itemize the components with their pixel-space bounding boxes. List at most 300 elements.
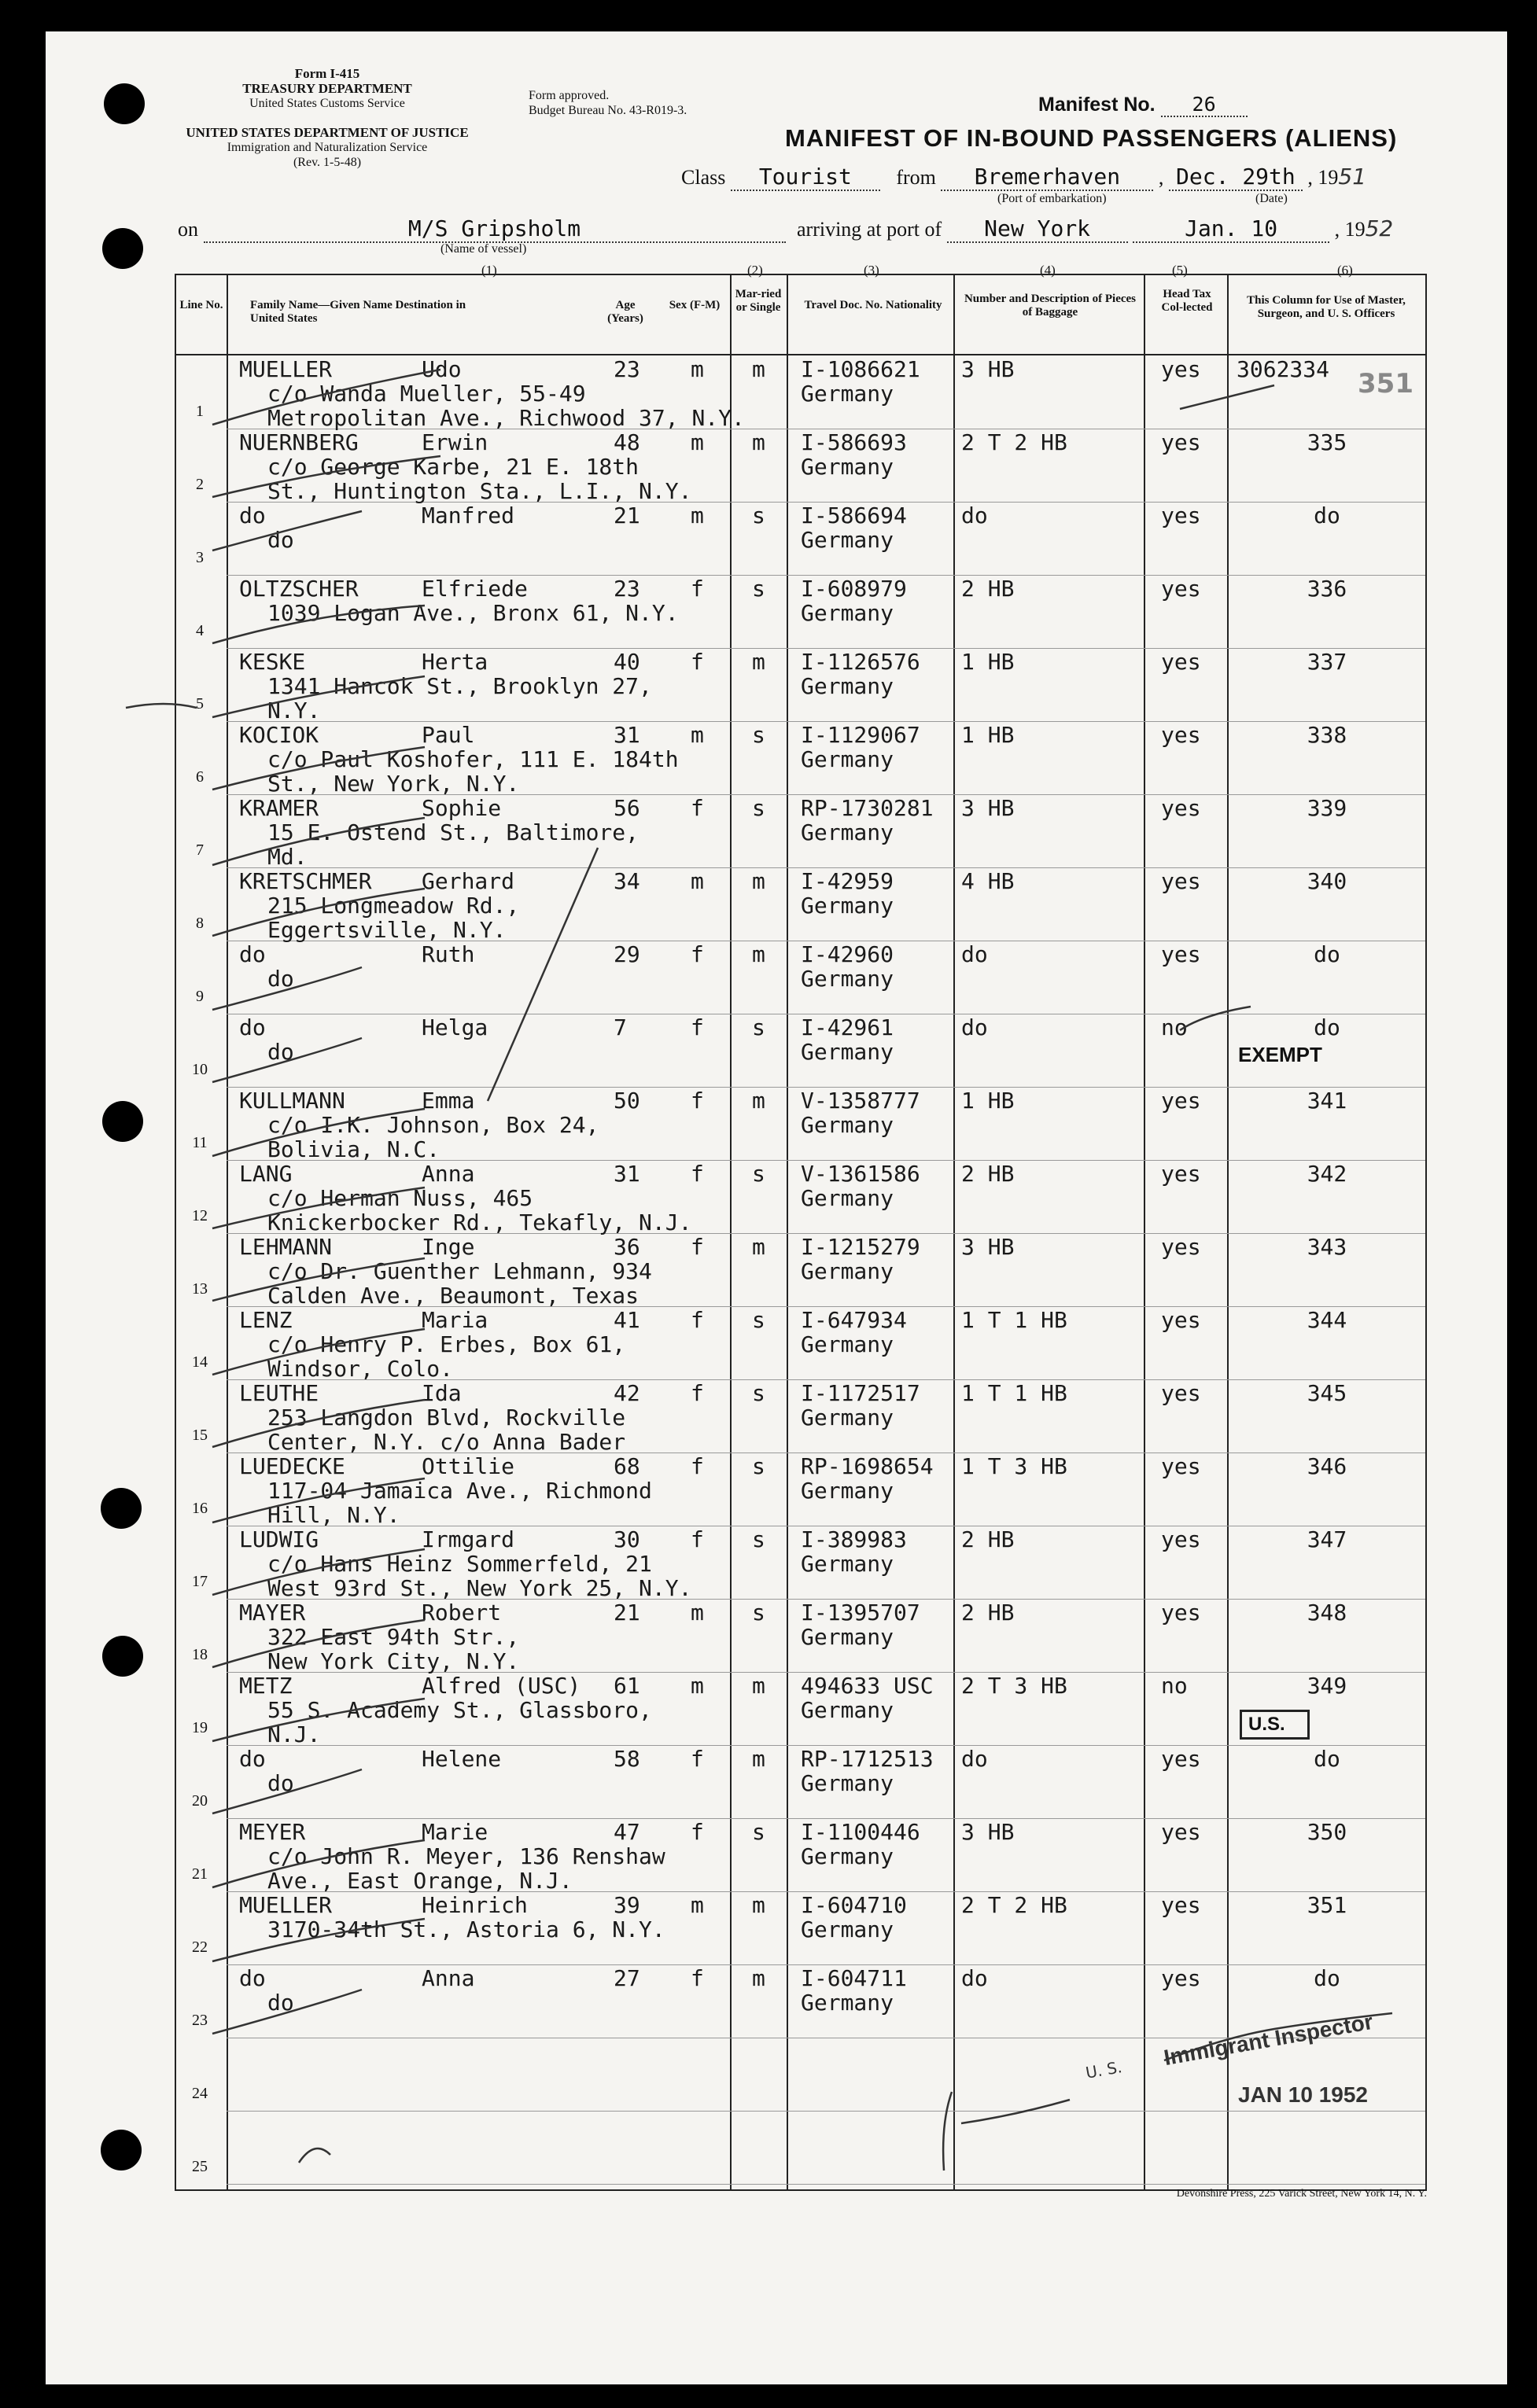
check-mark <box>212 606 425 643</box>
header-line-no: Line No. <box>179 299 223 311</box>
head-tax: yes <box>1161 1234 1201 1260</box>
passenger-family-name: NUERNBERG <box>239 429 359 455</box>
officer-entry: do <box>1314 941 1340 967</box>
line-number: 10 <box>192 1061 208 1078</box>
passenger-destination: do <box>267 1039 294 1065</box>
passenger-given-name: Ruth <box>422 941 475 967</box>
nationality: Germany <box>801 1112 894 1138</box>
passenger-marital-status: m <box>752 1746 765 1772</box>
head-tax: yes <box>1161 1600 1201 1626</box>
passenger-marital-status: m <box>752 1965 765 1991</box>
passenger-age: 31 <box>614 1161 640 1187</box>
baggage: 2 T 2 HB <box>961 1892 1067 1918</box>
passenger-destination: 15 E. Ostend St., Baltimore, <box>267 819 639 845</box>
passenger-destination: 55 S. Academy St., Glassboro, <box>267 1697 652 1723</box>
passenger-marital-status: m <box>752 1234 765 1260</box>
passenger-family-name: OLTZSCHER <box>239 576 359 602</box>
line-number: 6 <box>196 768 204 786</box>
officer-entry: do <box>1314 503 1340 528</box>
header-head-tax: Head Tax Col-lected <box>1161 288 1213 314</box>
passenger-marital-status: s <box>752 1819 765 1845</box>
head-tax: yes <box>1161 356 1201 382</box>
passenger-family-name: do <box>239 1746 266 1772</box>
nationality: Germany <box>801 1405 894 1430</box>
passenger-age: 29 <box>614 941 640 967</box>
passenger-sex: f <box>691 1234 704 1260</box>
passenger-sex: m <box>691 1600 704 1626</box>
check-mark <box>212 511 362 553</box>
passenger-destination: c/o Wanda Mueller, 55-49 <box>267 381 586 407</box>
passenger-age: 48 <box>614 429 640 455</box>
printer-imprint: Devonshire Press, 225 Varick Street, New York 14, N. Y. <box>1176 2188 1427 2200</box>
passenger-given-name: Erwin <box>422 429 488 455</box>
faint-number: 351 <box>1358 368 1414 399</box>
passenger-destination: St., New York, N.Y. <box>267 771 520 797</box>
passenger-destination: 117-04 Jamaica Ave., Richmond <box>267 1478 652 1504</box>
passenger-sex: f <box>691 1453 704 1479</box>
passenger-family-name: MUELLER <box>239 1892 333 1918</box>
line-number: 5 <box>196 695 204 712</box>
check-mark <box>212 889 425 936</box>
nationality: Germany <box>801 1331 894 1357</box>
baggage: do <box>961 1746 988 1772</box>
passenger-destination: St., Huntington Sta., L.I., N.Y. <box>267 478 692 504</box>
baggage: do <box>961 1965 988 1991</box>
officer-entry: 347 <box>1307 1526 1347 1552</box>
passenger-given-name: Robert <box>422 1600 502 1626</box>
passenger-given-name: Inge <box>422 1234 475 1260</box>
travel-doc-number: I-1215279 <box>801 1234 920 1260</box>
passenger-destination: Ave., East Orange, N.J. <box>267 1868 573 1894</box>
passenger-family-name: KOCIOK <box>239 722 319 748</box>
passenger-sex: m <box>691 356 704 382</box>
passenger-given-name: Irmgard <box>422 1526 515 1552</box>
line-number: 13 <box>192 1280 208 1298</box>
travel-doc-number: RP-1712513 <box>801 1746 934 1772</box>
passenger-destination: West 93rd St., New York 25, N.Y. <box>267 1575 692 1601</box>
passenger-destination: do <box>267 1770 294 1796</box>
passenger-family-name: MUELLER <box>239 356 333 382</box>
passenger-marital-status: s <box>752 576 765 602</box>
officer-entry: 345 <box>1307 1380 1347 1406</box>
check-mark <box>212 370 440 425</box>
embark-port: Bremerhaven <box>941 164 1153 191</box>
passenger-sex: f <box>691 1746 704 1772</box>
passenger-given-name: Heinrich <box>422 1892 528 1918</box>
passenger-marital-status: s <box>752 1161 765 1187</box>
passenger-age: 30 <box>614 1526 640 1552</box>
passenger-marital-status: m <box>752 1673 765 1699</box>
passenger-marital-status: s <box>752 795 765 821</box>
vessel-line: on M/S Gripsholm arriving at port of New York Jan. 10 , 1952 <box>178 215 1394 241</box>
line-number: 19 <box>192 1719 208 1736</box>
nationality: Germany <box>801 673 894 699</box>
head-tax: yes <box>1161 1161 1201 1187</box>
line-number: 20 <box>192 1792 208 1810</box>
customs-service: United States Customs Service <box>249 97 405 110</box>
line-number: 15 <box>192 1427 208 1444</box>
passenger-marital-status: s <box>752 1453 765 1479</box>
baggage: 2 HB <box>961 576 1015 602</box>
travel-doc-number: I-1129067 <box>801 722 920 748</box>
passenger-family-name: KRAMER <box>239 795 319 821</box>
passenger-given-name: Ottilie <box>422 1453 515 1479</box>
nationality: Germany <box>801 966 894 992</box>
nationality: Germany <box>801 1770 894 1796</box>
travel-doc-number: I-1395707 <box>801 1600 920 1626</box>
check-mark <box>212 747 425 790</box>
passenger-age: 23 <box>614 356 640 382</box>
col-num-1: (1) <box>481 263 497 278</box>
check-mark <box>212 1109 425 1156</box>
pen-stroke <box>1180 1007 1251 1030</box>
on-label: on <box>178 218 198 241</box>
head-tax: yes <box>1161 1307 1201 1333</box>
pen-stroke <box>961 2100 1070 2123</box>
passenger-family-name: LANG <box>239 1161 293 1187</box>
line-number: 8 <box>196 915 204 932</box>
passenger-given-name: Elfriede <box>422 576 528 602</box>
passenger-given-name: Maria <box>422 1307 488 1333</box>
passenger-age: 56 <box>614 795 640 821</box>
head-tax: yes <box>1161 1965 1201 1991</box>
passenger-given-name: Sophie <box>422 795 502 821</box>
passenger-given-name: Herta <box>422 649 488 675</box>
check-mark <box>212 1769 362 1813</box>
passenger-destination: c/o Dr. Guenther Lehmann, 934 <box>267 1258 652 1284</box>
passenger-destination: N.Y. <box>267 698 321 724</box>
passenger-age: 21 <box>614 503 640 528</box>
port-caption: (Port of embarkation) <box>997 192 1107 205</box>
approved-text: Form approved. <box>529 89 610 102</box>
passenger-sex: f <box>691 795 704 821</box>
passenger-destination: Md. <box>267 844 308 870</box>
passenger-destination: Eggertsville, N.Y. <box>267 917 507 943</box>
officer-entry: 336 <box>1307 576 1347 602</box>
line-number: 1 <box>196 403 204 420</box>
class-line: Class Tourist from Bremerhaven , Dec. 29th , 1951 <box>681 164 1367 190</box>
passenger-given-name: Marie <box>422 1819 488 1845</box>
passenger-destination: do <box>267 527 294 553</box>
line-number: 21 <box>192 1865 208 1883</box>
travel-doc-number: 494633 USC <box>801 1673 934 1699</box>
travel-doc-number: I-608979 <box>801 576 907 602</box>
passenger-sex: f <box>691 1014 704 1040</box>
baggage: 1 HB <box>961 1088 1015 1114</box>
pen-stroke <box>126 704 197 708</box>
passenger-destination: c/o George Karbe, 21 E. 18th <box>267 454 639 480</box>
head-tax: yes <box>1161 941 1201 967</box>
passenger-marital-status: m <box>752 356 765 382</box>
check-mark <box>212 1620 425 1667</box>
travel-doc-number: I-604710 <box>801 1892 907 1918</box>
passenger-destination: c/o John R. Meyer, 136 Renshaw <box>267 1843 665 1869</box>
travel-doc-number: I-1172517 <box>801 1380 920 1406</box>
passenger-marital-status: m <box>752 649 765 675</box>
passenger-age: 34 <box>614 868 640 894</box>
check-mark <box>212 1038 362 1082</box>
passenger-family-name: LEUTHE <box>239 1380 319 1406</box>
baggage: do <box>961 503 988 528</box>
baggage: 1 T 3 HB <box>961 1453 1067 1479</box>
check-mark <box>212 1699 425 1741</box>
passenger-age: 58 <box>614 1746 640 1772</box>
page-title: MANIFEST OF IN-BOUND PASSENGERS (ALIENS) <box>785 124 1398 152</box>
officer-entry: 341 <box>1307 1088 1347 1114</box>
pen-stroke <box>943 2092 952 2171</box>
head-tax: yes <box>1161 722 1201 748</box>
justice-dept: UNITED STATES DEPARTMENT OF JUSTICE <box>186 125 469 140</box>
passenger-given-name: Anna <box>422 1161 475 1187</box>
check-mark <box>212 676 425 717</box>
nationality: Germany <box>801 1039 894 1065</box>
passenger-given-name: Helene <box>422 1746 502 1772</box>
passenger-sex: m <box>691 868 704 894</box>
vessel-caption: (Name of vessel) <box>440 242 527 256</box>
header-age: Age (Years) <box>607 299 643 325</box>
baggage: 2 T 3 HB <box>961 1673 1067 1699</box>
pen-stroke <box>1180 385 1274 409</box>
officer-entry: 346 <box>1307 1453 1347 1479</box>
passenger-given-name: Emma <box>422 1088 475 1114</box>
passenger-family-name: MEYER <box>239 1819 306 1845</box>
nationality: Germany <box>801 600 894 626</box>
passenger-sex: f <box>691 1161 704 1187</box>
passenger-family-name: MAYER <box>239 1600 306 1626</box>
class-label: Class <box>681 166 726 189</box>
travel-doc-number: I-389983 <box>801 1526 907 1552</box>
passenger-sex: m <box>691 1892 704 1918</box>
header-baggage: Number and Description of Pieces of Baggage <box>964 293 1137 318</box>
officer-entry: 342 <box>1307 1161 1347 1187</box>
arriving-label: arriving at port of <box>797 218 942 241</box>
pen-stroke <box>488 848 598 1101</box>
head-tax: yes <box>1161 649 1201 675</box>
line-number: 16 <box>192 1500 208 1517</box>
officer-entry: 344 <box>1307 1307 1347 1333</box>
nationality: Germany <box>801 893 894 919</box>
passenger-family-name: LENZ <box>239 1307 293 1333</box>
passenger-family-name: do <box>239 503 266 528</box>
passenger-given-name: Alfred (USC) <box>422 1673 581 1699</box>
travel-doc-number: I-586693 <box>801 429 907 455</box>
travel-doc-number: I-604711 <box>801 1965 907 1991</box>
passenger-sex: f <box>691 1380 704 1406</box>
travel-doc-number: RP-1698654 <box>801 1453 934 1479</box>
passenger-age: 47 <box>614 1819 640 1845</box>
head-tax: yes <box>1161 1819 1201 1845</box>
passenger-sex: f <box>691 649 704 675</box>
travel-doc-number: I-42960 <box>801 941 894 967</box>
passenger-given-name: Gerhard <box>422 868 515 894</box>
officer-entry: 350 <box>1307 1819 1347 1845</box>
travel-doc-number: I-1086621 <box>801 356 920 382</box>
passenger-sex: m <box>691 722 704 748</box>
passenger-age: 39 <box>614 1892 640 1918</box>
passenger-sex: f <box>691 1307 704 1333</box>
baggage: 1 HB <box>961 649 1015 675</box>
year2-prefix: 19 <box>1344 218 1366 241</box>
ins-service: Immigration and Naturalization Service <box>227 141 428 154</box>
nationality: Germany <box>801 1843 894 1869</box>
check-mark <box>212 818 425 865</box>
passenger-destination: 322 East 94th Str., <box>267 1624 520 1650</box>
passenger-destination: Windsor, Colo. <box>267 1356 454 1382</box>
nationality: Germany <box>801 1697 894 1723</box>
header-married: Mar-ried or Single <box>735 288 782 314</box>
officer-entry: 351 <box>1307 1892 1347 1918</box>
officer-entry: 349 <box>1307 1673 1347 1699</box>
year1-suffix: 51 <box>1338 164 1367 190</box>
travel-doc-number: V-1361586 <box>801 1161 920 1187</box>
baggage: 3 HB <box>961 356 1015 382</box>
nationality: Germany <box>801 1185 894 1211</box>
passenger-family-name: LUEDECKE <box>239 1453 345 1479</box>
passenger-sex: f <box>691 1526 704 1552</box>
passenger-destination: c/o Hans Heinz Sommerfeld, 21 <box>267 1551 652 1577</box>
class-value: Tourist <box>731 164 880 191</box>
line-number: 25 <box>192 2158 208 2175</box>
line-number: 17 <box>192 1573 208 1590</box>
passenger-sex: f <box>691 1088 704 1114</box>
officer-entry: do <box>1314 1746 1340 1772</box>
header-officers: This Column for Use of Master, Surgeon, and U. S. Officers <box>1247 294 1406 320</box>
line-number: 3 <box>196 549 204 566</box>
line-number: 14 <box>192 1353 208 1371</box>
passenger-destination: New York City, N.Y. <box>267 1648 520 1674</box>
travel-doc-number: RP-1730281 <box>801 795 934 821</box>
head-tax: yes <box>1161 1088 1201 1114</box>
travel-doc-number: I-42959 <box>801 868 894 894</box>
baggage: 1 T 1 HB <box>961 1307 1067 1333</box>
passenger-destination: 215 Longmeadow Rd., <box>267 893 520 919</box>
passenger-destination: Knickerbocker Rd., Tekafly, N.J. <box>267 1210 692 1235</box>
passenger-sex: f <box>691 1965 704 1991</box>
passenger-destination: 3170-34th St., Astoria 6, N.Y. <box>267 1916 665 1942</box>
treasury-dept: TREASURY DEPARTMENT <box>242 81 412 96</box>
passenger-marital-status: s <box>752 722 765 748</box>
check-mark <box>212 1919 425 1961</box>
arrival-date: Jan. 10 <box>1133 215 1329 243</box>
passenger-family-name: LUDWIG <box>239 1526 319 1552</box>
head-tax: no <box>1161 1014 1188 1040</box>
head-tax: yes <box>1161 503 1201 528</box>
passenger-marital-status: m <box>752 941 765 967</box>
header-name: Family Name—Given Name Destination in United States <box>250 299 466 325</box>
passenger-sex: f <box>691 576 704 602</box>
passenger-destination: 1039 Logan Ave., Bronx 61, N.Y. <box>267 600 679 626</box>
line-number: 2 <box>196 476 204 493</box>
baggage: 2 HB <box>961 1600 1015 1626</box>
passenger-age: 36 <box>614 1234 640 1260</box>
passenger-sex: f <box>691 1819 704 1845</box>
head-tax: yes <box>1161 868 1201 894</box>
check-mark <box>212 1478 425 1522</box>
nationality: Germany <box>801 1624 894 1650</box>
col-num-6: (6) <box>1337 263 1353 278</box>
officer-entry: 335 <box>1307 429 1347 455</box>
passenger-family-name: do <box>239 1965 266 1991</box>
head-tax: yes <box>1161 1380 1201 1406</box>
passenger-age: 23 <box>614 576 640 602</box>
inspector-us: U. S. <box>1084 2057 1124 2082</box>
passenger-given-name: Anna <box>422 1965 475 1991</box>
passenger-given-name: Paul <box>422 722 475 748</box>
check-mark <box>212 1400 425 1447</box>
passenger-marital-status: s <box>752 503 765 528</box>
from-label: from <box>896 166 936 189</box>
head-tax: yes <box>1161 1892 1201 1918</box>
passenger-marital-status: s <box>752 1380 765 1406</box>
officer-entry: do <box>1314 1965 1340 1991</box>
line-number: 12 <box>192 1207 208 1224</box>
head-tax: yes <box>1161 795 1201 821</box>
line-number: 9 <box>196 988 204 1005</box>
nationality: Germany <box>801 1478 894 1504</box>
check-mark <box>212 1549 425 1595</box>
check-mark <box>212 1187 425 1228</box>
passenger-age: 21 <box>614 1600 640 1626</box>
travel-doc-number: I-1100446 <box>801 1819 920 1845</box>
col-num-2: (2) <box>747 263 763 278</box>
travel-doc-number: I-42961 <box>801 1014 894 1040</box>
passenger-age: 7 <box>614 1014 627 1040</box>
passenger-destination: N.J. <box>267 1721 321 1747</box>
nationality: Germany <box>801 381 894 407</box>
passenger-age: 68 <box>614 1453 640 1479</box>
line-number: 4 <box>196 622 204 639</box>
officer-entry: 339 <box>1307 795 1347 821</box>
line-number: 11 <box>192 1134 208 1151</box>
passenger-marital-status: m <box>752 868 765 894</box>
baggage: 4 HB <box>961 868 1015 894</box>
line-number: 23 <box>192 2012 208 2029</box>
passenger-sex: m <box>691 503 704 528</box>
passenger-given-name: Ida <box>422 1380 462 1406</box>
nationality: Germany <box>801 1551 894 1577</box>
baggage: 2 T 2 HB <box>961 429 1067 455</box>
passenger-family-name: do <box>239 941 266 967</box>
embark-date: Dec. 29th <box>1169 164 1303 191</box>
baggage: 3 HB <box>961 1819 1015 1845</box>
baggage: do <box>961 941 988 967</box>
baggage: do <box>961 1014 988 1040</box>
form-number: Form I-415 <box>294 66 360 81</box>
passenger-destination: 1341 Hancok St., Brooklyn 27, <box>267 673 652 699</box>
baggage: 3 HB <box>961 795 1015 821</box>
col-num-3: (3) <box>864 263 879 278</box>
nationality: Germany <box>801 819 894 845</box>
officer-entry: 340 <box>1307 868 1347 894</box>
check-mark <box>212 1990 362 2034</box>
signature <box>1164 2013 1392 2060</box>
arrival-port: New York <box>947 215 1128 243</box>
passenger-destination: c/o Herman Nuss, 465 <box>267 1185 533 1211</box>
check-mark <box>212 967 362 1010</box>
baggage: 2 HB <box>961 1526 1015 1552</box>
travel-doc-number: V-1358777 <box>801 1088 920 1114</box>
baggage: 3 HB <box>961 1234 1015 1260</box>
passenger-age: 31 <box>614 722 640 748</box>
passenger-destination: do <box>267 966 294 992</box>
nationality: Germany <box>801 527 894 553</box>
nationality: Germany <box>801 1990 894 2016</box>
head-tax: yes <box>1161 1526 1201 1552</box>
head-tax: yes <box>1161 576 1201 602</box>
passenger-age: 40 <box>614 649 640 675</box>
head-tax: yes <box>1161 1453 1201 1479</box>
passenger-given-name: Udo <box>422 356 462 382</box>
